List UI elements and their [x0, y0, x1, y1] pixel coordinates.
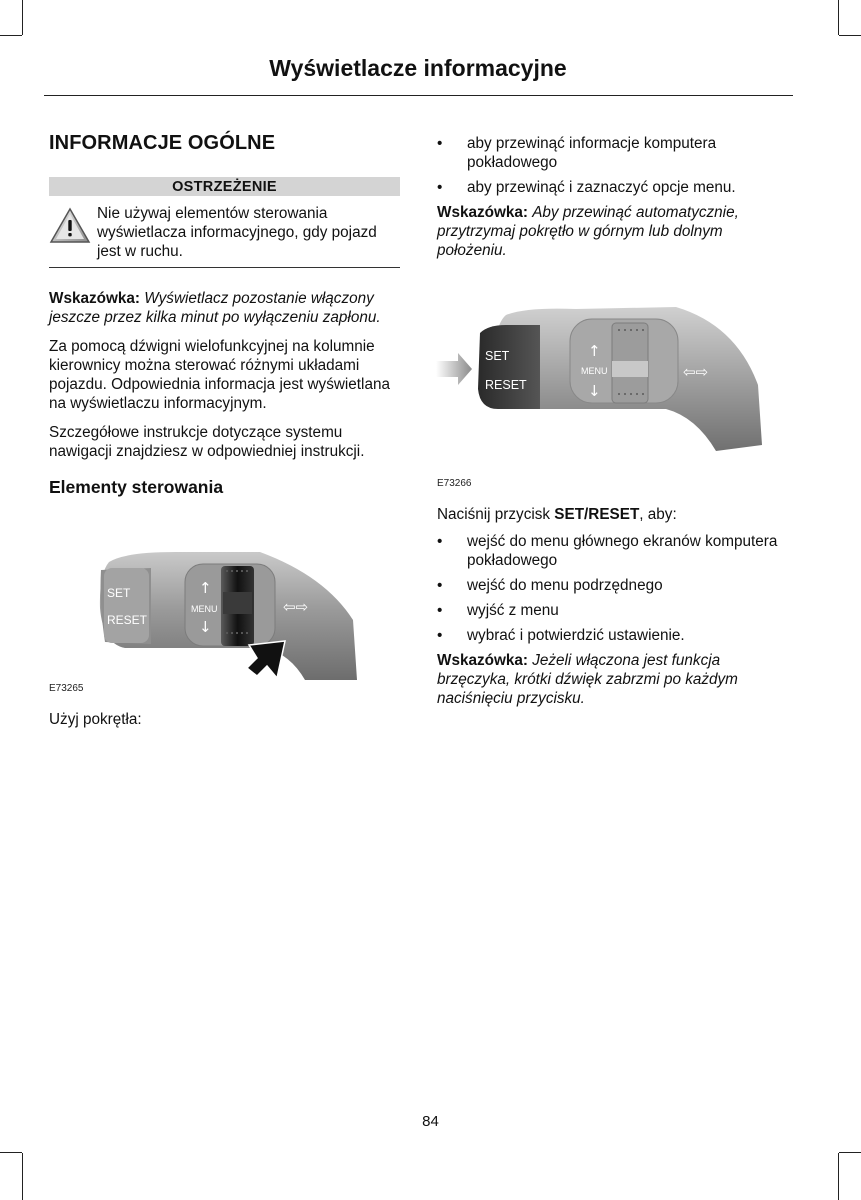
set-reset-button-illustration	[436, 305, 762, 453]
text-prefix: Naciśnij przycisk	[437, 506, 555, 523]
set-label: SET	[485, 349, 510, 363]
press-arrow-icon	[436, 353, 472, 385]
note-buzzer	[437, 651, 782, 708]
paragraph-press-set-reset	[437, 505, 782, 524]
warning-header: OSTRZEŻENIE	[49, 177, 400, 196]
note-text: Aby przewinąć automatycznie, przytrzymaj pokrętło w górnym lub dolnym położeniu.	[437, 204, 739, 259]
paragraph-navigation: Szczegółowe instrukcje dotyczące systemu nawigacji znajdziesz w odpowiedniej instrukcji.	[49, 424, 365, 460]
crop-mark	[838, 1153, 839, 1200]
arrows-left-right-icon: ⇦⇨	[283, 598, 309, 616]
right-column	[437, 130, 782, 260]
dial-usage-list	[437, 134, 782, 197]
crop-mark	[22, 1153, 23, 1200]
crop-mark	[22, 0, 23, 35]
note-label: Wskazówka:	[437, 204, 528, 221]
right-column-lower	[437, 505, 782, 708]
warning-box	[49, 196, 400, 268]
list-item: • wejść do menu głównego ekranów komputera pokładowego	[437, 532, 782, 570]
reset-label: RESET	[485, 378, 527, 392]
press-arrow-icon	[247, 641, 285, 678]
left-column	[49, 130, 400, 498]
note-text: Wyświetlacz pozostanie włączony jeszcze przez kilka minut po wyłączeniu zapłonu.	[49, 290, 381, 326]
note-text: Jeżeli włączona jest funkcja brzęczyka, krótki dźwięk zabrzmi po każdym naciśnięciu przycisku.	[437, 652, 738, 707]
arrows-left-right-icon: ⇦⇨	[683, 363, 709, 381]
list-item: • aby przewinąć i zaznaczyć opcje menu.	[437, 178, 782, 197]
arrow-up-icon: ↑	[199, 579, 212, 597]
paragraph-multifunction-lever: Za pomocą dźwigni wielofunkcyjnej na kolumnie kierownicy można sterować różnymi układami pojazdu. Odpowiednia informacja jest wyświetlana na wyświetlaczu informacyjnym.	[49, 338, 390, 412]
list-item: • aby przewinąć informacje komputera pokładowego	[437, 134, 782, 172]
set-reset-usage-list	[437, 532, 782, 645]
warning-triangle-icon	[49, 207, 91, 245]
note-label: Wskazówka:	[437, 652, 528, 669]
note-label: Wskazówka:	[49, 290, 140, 307]
note-display-on	[49, 289, 400, 327]
figure-code: E73266	[437, 478, 472, 489]
title-divider	[44, 95, 793, 96]
note-auto-scroll	[437, 203, 782, 260]
list-item: • wybrać i potwierdzić ustawienie.	[437, 626, 782, 645]
figure-code: E73265	[49, 683, 84, 694]
paragraph-use-dial: Użyj pokrętła:	[49, 711, 142, 728]
crop-mark	[839, 1152, 861, 1153]
steering-lever-illustration	[95, 548, 357, 680]
text-suffix: , aby:	[639, 506, 677, 523]
menu-label: MENU	[191, 604, 218, 614]
arrow-down-icon: ↓	[199, 618, 212, 636]
arrow-down-icon: ↓	[588, 382, 601, 400]
menu-label: MENU	[581, 366, 608, 376]
page-title: Wyświetlacze informacyjne	[269, 55, 567, 81]
crop-mark	[839, 35, 861, 36]
list-item: • wyjść z menu	[437, 601, 782, 620]
section-heading: INFORMACJE OGÓLNE	[49, 132, 276, 154]
set-label: SET	[107, 586, 131, 600]
subheading-controls: Elementy sterowania	[49, 477, 224, 497]
set-reset-bold: SET/RESET	[554, 506, 640, 523]
crop-mark	[0, 1152, 22, 1153]
page-number: 84	[422, 1113, 439, 1130]
crop-mark	[838, 0, 839, 35]
crop-mark	[0, 35, 22, 36]
list-item: • wejść do menu podrzędnego	[437, 576, 782, 595]
arrow-up-icon: ↑	[588, 342, 601, 360]
warning-text: Nie używaj elementów sterowania wyświetlacza informacyjnego, gdy pojazd jest w ruchu.	[97, 205, 377, 260]
reset-label: RESET	[107, 613, 148, 627]
